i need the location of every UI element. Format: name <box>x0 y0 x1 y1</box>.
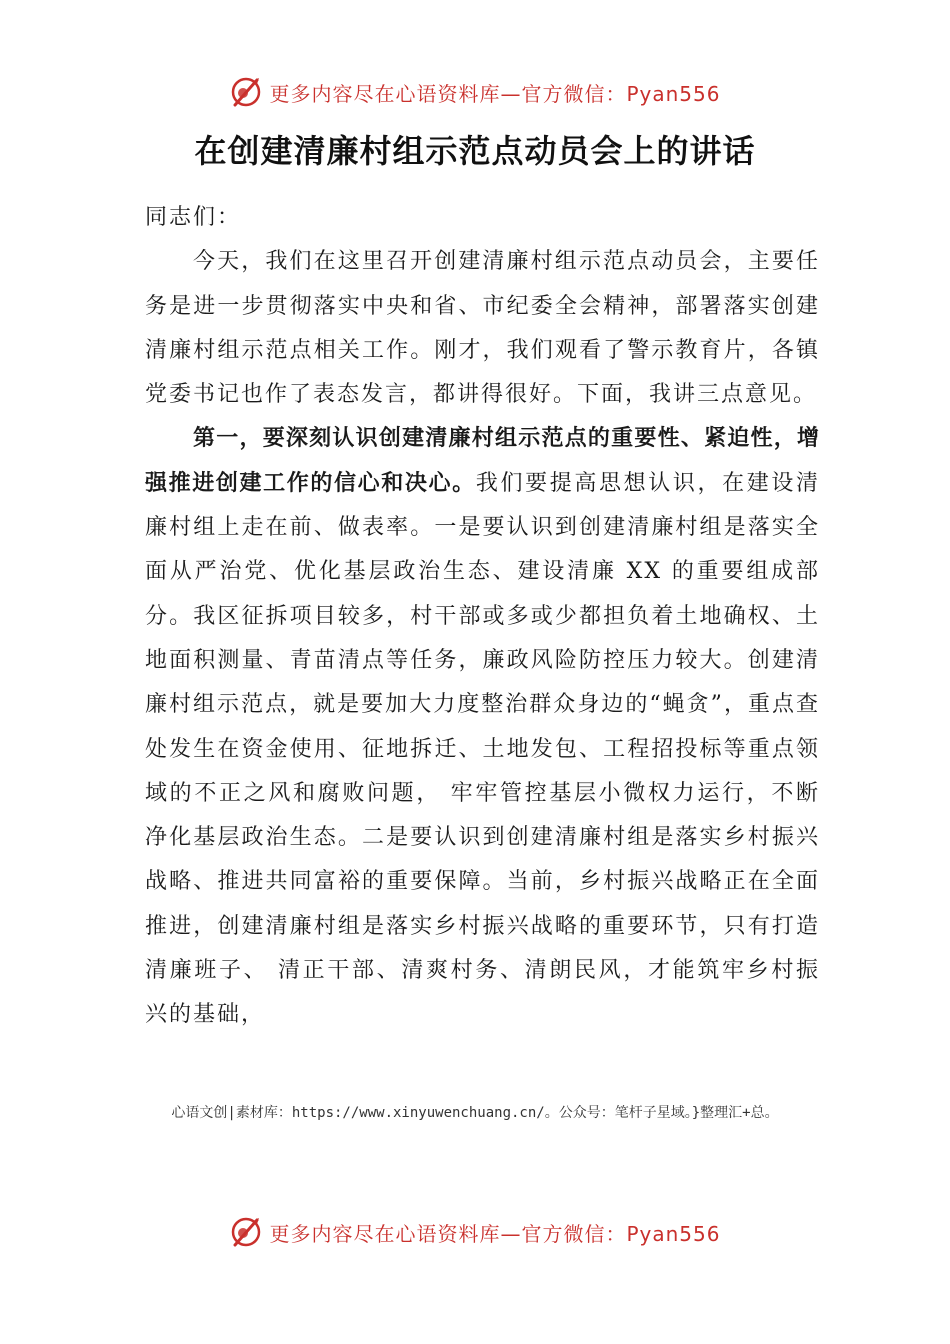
paragraph-2 <box>145 417 820 1037</box>
brush-logo-icon <box>229 75 263 109</box>
page-title: 在创建清廉村组示范点动员会上的讲话 <box>194 132 756 170</box>
document-body <box>145 196 820 1038</box>
source-footnote: 心语文创|素材库：https://www.xinyuwenchuang.cn/。公众号：笔杆子星域。}整理汇+总。 <box>171 1105 779 1121</box>
point-1-body: 我们要提高思想认识，在建设清廉村组上走在前、做表率。一是要认识到创建清廉村组是落实全面从严治党、优化基层政治生态、建设清廉 XX 的重要组成部分。我区征拆项目较多，村干部或多或少都担负着土地确权、土地面积测量、青苗清点等任务，廉政风险防控压力较大。创建清廉村组示范点，就是要加大力度整治群众身边的“蝇贪”，重点查处发生在资金使用、征地拆迁、土地发包、工程招投标等重点领域的不正之风和腐败问题， 牢牢管控基层小微权力运行，不断净化基层政治生态。二是要认识到创建清廉村组是落实乡村振兴战略、推进共同富裕的重要保障。当前，乡村振兴战略正在全面推进，创建清廉村组是落实乡村振兴战略的重要环节，只有打造清廉班子、 清正干部、清爽村务、清朗民风，才能筑牢乡村振兴的基础， <box>145 470 820 1028</box>
top-watermark-banner <box>0 72 950 112</box>
salutation: 同志们： <box>145 205 242 230</box>
banner-text: 更多内容尽在心语资料库—官方微信：Pyan556 <box>269 1221 721 1246</box>
bottom-watermark-banner <box>0 1212 950 1252</box>
brush-logo-icon <box>229 1215 263 1249</box>
point-1-heading: 第一，要深刻认识创建清廉村组示范点的重要性、紧迫性，增强推进创建工作的信心和决心。 <box>145 426 820 496</box>
paragraph-1: 今天，我们在这里召开创建清廉村组示范点动员会，主要任务是进一步贯彻落实中央和省、市纪委全会精神，部署落实创建清廉村组示范点相关工作。刚才，我们观看了警示教育片，各镇党委书记也作了表态发言，都讲得很好。下面，我讲三点意见。 <box>145 249 820 408</box>
banner-text: 更多内容尽在心语资料库—官方微信：Pyan556 <box>269 81 721 106</box>
